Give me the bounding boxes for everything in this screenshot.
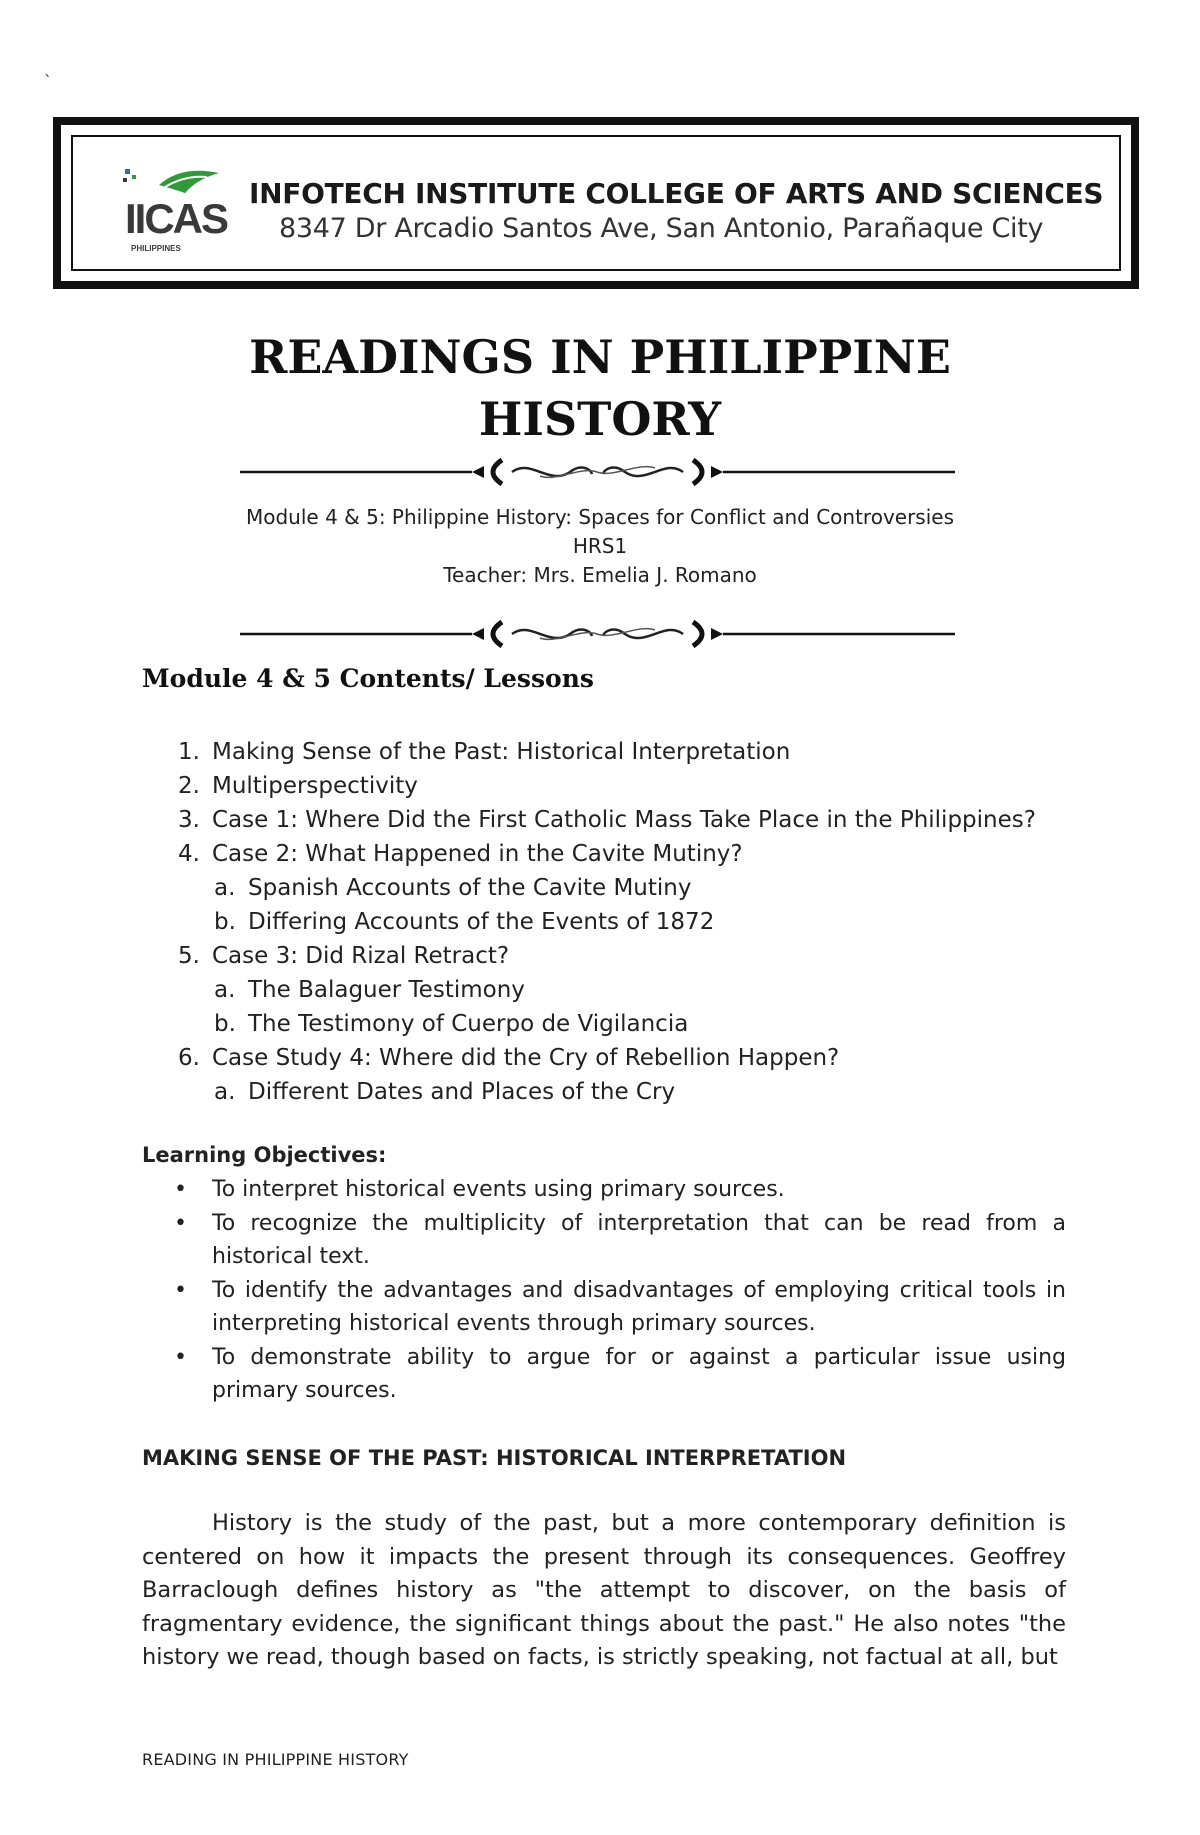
list-item-text: Different Dates and Places of the Cry	[248, 1079, 676, 1105]
corner-mark: `	[44, 72, 52, 91]
module-title: Module 4 & 5: Philippine History: Spaces for Conflict and Controversies	[245, 505, 955, 529]
logo-text: IICAS	[125, 195, 228, 242]
list-item-text: The Testimony of Cuerpo de Vigilancia	[248, 1011, 689, 1037]
list-item-letter: a.	[214, 875, 236, 901]
list-item-number: 4.	[178, 841, 200, 867]
logo-subtext: PHILIPPINES	[131, 244, 181, 253]
document-title-line1: READINGS IN PHILIPPINE	[249, 330, 951, 384]
list-item-letter: b.	[214, 1011, 236, 1037]
bullet-icon: •	[174, 1344, 187, 1370]
sub-list-item	[142, 905, 1072, 939]
list-item-letter: b.	[214, 909, 236, 935]
list-item-letter: a.	[214, 977, 236, 1003]
list-item-text: Spanish Accounts of the Cavite Mutiny	[248, 875, 692, 901]
sub-list-item	[142, 871, 1072, 905]
list-item	[142, 939, 1072, 973]
objective-text: To interpret historical events using primary sources.	[212, 1177, 785, 1202]
page-footer: READING IN PHILIPPINE HISTORY	[142, 1750, 409, 1769]
bullet-icon: •	[174, 1210, 187, 1236]
list-item-number: 6.	[178, 1045, 200, 1071]
ornamental-divider	[240, 452, 955, 492]
objective-text: To identify the advantages and disadvantages of employing critical tools in interpreting historical events through primary sources.	[212, 1277, 1066, 1336]
objective-item	[142, 1173, 1066, 1207]
institution-address: 8347 Dr Arcadio Santos Ave, San Antonio, Parañaque City	[279, 213, 1044, 244]
list-item-text: Differing Accounts of the Events of 1872	[248, 909, 715, 935]
list-item-text: Multiperspectivity	[212, 773, 418, 799]
list-item-text: Case 2: What Happened in the Cavite Mutiny?	[212, 841, 743, 867]
list-item-number: 2.	[178, 773, 200, 799]
teacher-name: Teacher: Mrs. Emelia J. Romano	[443, 563, 757, 587]
list-item	[142, 769, 1072, 803]
school-logo-icon	[119, 163, 229, 263]
list-item	[142, 803, 1072, 837]
objective-item	[142, 1274, 1066, 1341]
objective-text: To recognize the multiplicity of interpretation that can be read from a historical text.	[212, 1210, 1066, 1269]
list-item-text: Making Sense of the Past: Historical Interpretation	[212, 739, 791, 765]
contents-heading: Module 4 & 5 Contents/ Lessons	[142, 664, 594, 693]
list-item-number: 5.	[178, 943, 200, 969]
institution-name: INFOTECH INSTITUTE COLLEGE OF ARTS AND SCIENCES	[249, 177, 1104, 210]
list-item-number: 1.	[178, 739, 200, 765]
sub-list-item	[142, 1007, 1072, 1041]
list-item-text: Case Study 4: Where did the Cry of Rebellion Happen?	[212, 1045, 840, 1071]
list-item-number: 3.	[178, 807, 200, 833]
section-title: MAKING SENSE OF THE PAST: HISTORICAL INTERPRETATION	[142, 1446, 847, 1470]
list-item-text: The Balaguer Testimony	[248, 977, 525, 1003]
list-item	[142, 837, 1072, 871]
header-inner-border	[71, 135, 1121, 271]
ornamental-divider-2	[240, 614, 955, 654]
objective-item	[142, 1341, 1066, 1408]
contents-list	[142, 735, 1072, 1109]
course-code: HRS1	[572, 534, 628, 558]
list-item-text: Case 3: Did Rizal Retract?	[212, 943, 510, 969]
bullet-icon: •	[174, 1177, 187, 1202]
document-title-line2: HISTORY	[478, 392, 722, 446]
institution-header	[53, 117, 1139, 289]
objectives-list	[142, 1173, 1066, 1408]
list-item	[142, 1041, 1072, 1075]
sub-list-item	[142, 1075, 1072, 1109]
list-item-text: Case 1: Where Did the First Catholic Mass Take Place in the Philippines?	[212, 807, 1036, 833]
body-paragraph: History is the study of the past, but a more contemporary definition is centered on how it impacts the present through its consequences. Geoffrey Barraclough defines history as "the attempt to discover, on the basis of fragmentary evidence, the significant things about the past." He also notes "the history we read, though based on facts, is strictly speaking, not factual at all, but	[142, 1510, 1066, 1670]
objective-item	[142, 1207, 1066, 1274]
objectives-title: Learning Objectives:	[142, 1143, 387, 1167]
objective-text: To demonstrate ability to argue for or against a particular issue using primary sources.	[212, 1344, 1066, 1403]
bullet-icon: •	[174, 1277, 187, 1303]
list-item	[142, 735, 1072, 769]
sub-list-item	[142, 973, 1072, 1007]
list-item-letter: a.	[214, 1079, 236, 1105]
